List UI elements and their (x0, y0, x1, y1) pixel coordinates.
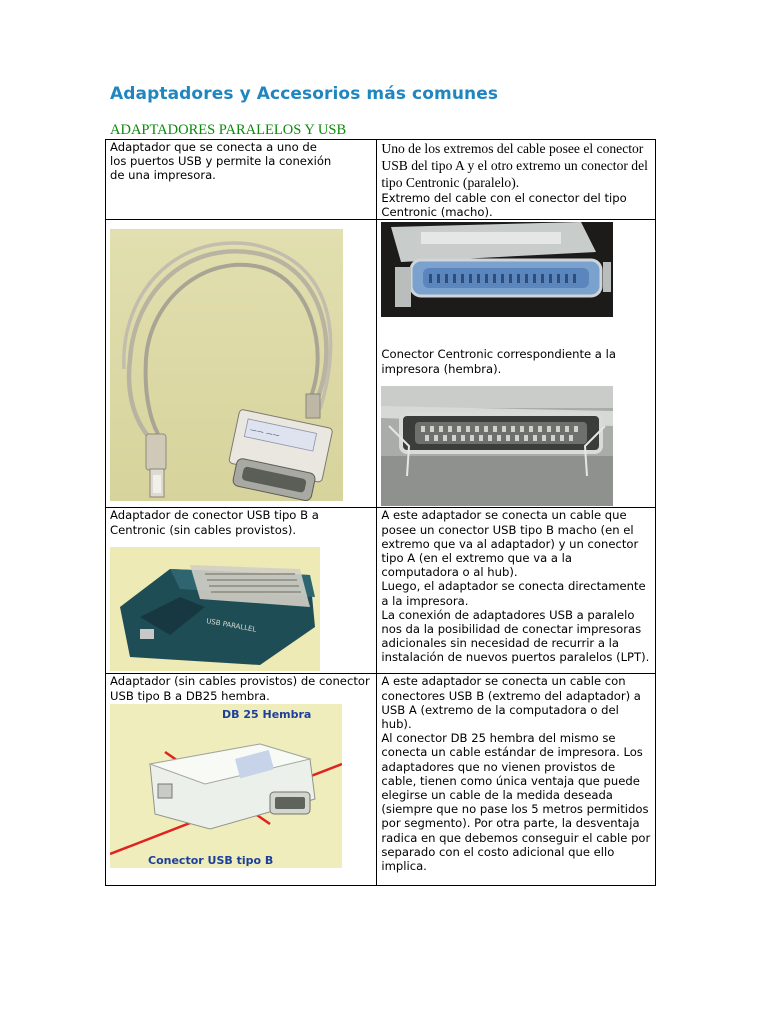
cell-text: Adaptador de conector USB tipo B a Centronic (sin cables provistos). (110, 508, 319, 537)
image-wrapper (381, 386, 651, 506)
image-wrapper (110, 220, 372, 501)
cell-text-serif: Uno de los extremos del cable posee el conector USB del tipo A y el otro extremo un conector del tipo Centronic (paralelo). (381, 141, 648, 190)
db25-hembra-label: DB 25 Hembra (222, 707, 312, 721)
table-cell (106, 674, 377, 886)
cell-caption: Conector Centronic correspondiente a la impresora (hembra). (381, 347, 616, 376)
image-wrapper (110, 547, 372, 671)
section-heading: ADAPTADORES PARALELOS Y USB (110, 122, 347, 138)
table-row (106, 674, 656, 886)
table-cell (377, 508, 656, 674)
table-row (106, 220, 656, 508)
svg-text:USB PARALLEL: USB PARALLEL (205, 616, 257, 634)
table-cell (377, 220, 656, 508)
usb-to-parallel-cable-photo (110, 229, 343, 501)
cell-text: Extremo del cable con el conector del tipo Centronic (macho). (381, 191, 627, 220)
centronic-male-connector-photo (381, 222, 613, 317)
table-row (106, 140, 656, 220)
table-cell (106, 508, 377, 674)
cell-text: Adaptador (sin cables provistos) de conector USB tipo B a DB25 hembra. (110, 674, 370, 703)
cell-text: A este adaptador se conecta un cable que posee un conector USB tipo B macho (en el extremo que va al adaptador) y un conector tipo A (en el extremo que va a la computadora o al hub). Luego, el adaptador se conecta directamente a la impresora. La conexión de adaptadores USB a paralelo nos da la posibilidad de conectar impresoras adicionales sin necesidad de recurrir a la instalación de nuevos puertos paralelos (LPT). (381, 508, 650, 665)
conector-usb-label: Conector USB tipo B (148, 853, 274, 867)
table-cell (377, 674, 656, 886)
table-cell (377, 140, 656, 220)
svg-text:—— ——: —— —— (249, 426, 281, 441)
centronic-female-connector-photo (381, 386, 613, 506)
usb-b-to-db25-adapter-photo (110, 704, 342, 868)
usb-b-to-centronic-adapter-photo (110, 547, 320, 671)
image-wrapper (381, 220, 651, 317)
table-cell (106, 220, 377, 508)
adapters-table (105, 139, 656, 886)
image-wrapper (110, 704, 372, 868)
table-cell (106, 140, 377, 220)
table-row (106, 508, 656, 674)
document-title: Adaptadores y Accesorios más comunes (110, 84, 499, 104)
cell-text: Adaptador que se conecta a uno de los puertos USB y permite la conexión de una impresora. (110, 140, 332, 183)
cell-text: A este adaptador se conecta un cable con conectores USB B (extremo del adaptador) a USB A (extremo de la computadora o del hub). Al conector DB 25 hembra del mismo se conecta un cable estándar de impresora. Los adaptadores que no vienen provistos de cable, tienen como única ventaja que puede elegirse un cable de la medida deseada (siempre que no pase los 5 metros permitidos por segmento). Por otra parte, la desventaja radica en que debemos conseguir el cable por separado con el costo adicional que ello implica. (381, 674, 651, 874)
